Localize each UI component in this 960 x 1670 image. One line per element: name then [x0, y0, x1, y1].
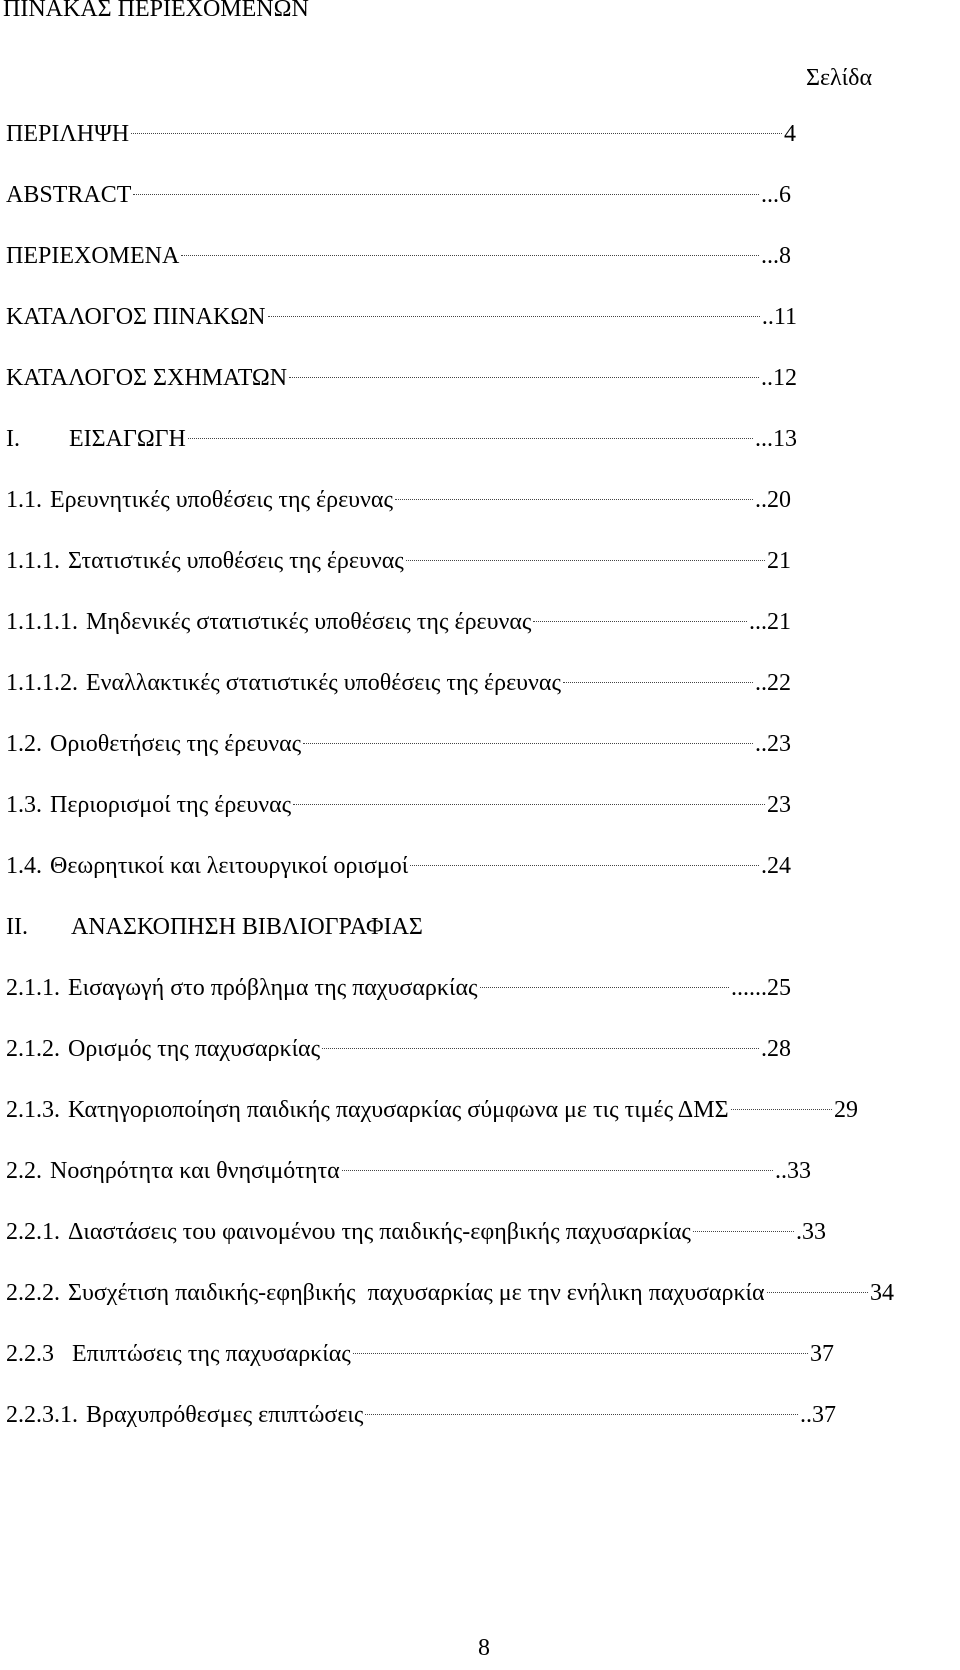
toc-entry-page: 21: [767, 548, 791, 574]
toc-entry-1-3[interactable]: [6, 789, 791, 821]
toc-entry-list-of-figures[interactable]: [6, 362, 797, 394]
toc-entry-literature-review[interactable]: [6, 911, 423, 943]
toc-entry-page: ..22: [755, 670, 791, 696]
toc-entry-1-1-1-1[interactable]: [6, 606, 791, 638]
toc-entry-number: 2.2.2.: [6, 1280, 60, 1306]
toc-entry-number: II.: [6, 914, 28, 940]
toc-entry-label: Κατηγοριοποίηση παιδικής παχυσαρκίας σύμφωνα με τις τιμές ΔΜΣ: [68, 1097, 729, 1123]
toc-entry-page: ......25: [731, 975, 791, 1001]
toc-entry-page: ..23: [755, 731, 791, 757]
toc-entry-page: ..20: [755, 487, 791, 513]
toc-entry-1-1-1[interactable]: [6, 545, 791, 577]
toc-entry-2-1-2[interactable]: [6, 1033, 791, 1065]
toc-entry-number: 2.2.3: [6, 1341, 54, 1367]
toc-entry-label: Εισαγωγή στο πρόβλημα της παχυσαρκίας: [68, 975, 478, 1001]
toc-entry-number: 1.1.: [6, 487, 42, 513]
toc-entry-label: Στατιστικές υποθέσεις της έρευνας: [68, 548, 404, 574]
toc-leader: [395, 484, 753, 516]
toc-leader: [353, 1338, 808, 1370]
toc-entry-label: Εναλλακτικές στατιστικές υποθέσεις της έρευνας: [86, 670, 561, 696]
toc-entry-label: Επιπτώσεις της παχυσαρκίας: [72, 1341, 351, 1367]
toc-entry-number: 2.2.3.1.: [6, 1402, 78, 1428]
toc-entry-introduction[interactable]: [6, 423, 797, 455]
toc-entry-page: ...21: [749, 609, 791, 635]
toc-entry-2-2[interactable]: [6, 1155, 811, 1187]
toc-entry-list-of-tables[interactable]: [6, 301, 797, 333]
toc-entry-label: Νοσηρότητα και θνησιμότητα: [50, 1158, 340, 1184]
toc-entry-label: Μηδενικές στατιστικές υποθέσεις της έρευνας: [86, 609, 532, 635]
toc-entry-2-1-1[interactable]: [6, 972, 791, 1004]
toc-entry-number: 1.4.: [6, 853, 42, 879]
toc-entry-page: ...13: [755, 426, 797, 452]
toc-leader: [480, 972, 729, 1004]
toc-leader: [268, 301, 760, 333]
toc-entry-label: ΚΑΤΑΛΟΓΟΣ ΣΧΗΜΑΤΩΝ: [6, 365, 288, 391]
toc-entry-page: .28: [761, 1036, 791, 1062]
toc-entry-number: 1.2.: [6, 731, 42, 757]
toc-entry-abstract-greek[interactable]: [6, 118, 796, 150]
toc-leader: [133, 179, 759, 211]
toc-entry-label: ΚΑΤΑΛΟΓΟΣ ΠΙΝΑΚΩΝ: [6, 304, 266, 330]
toc-entry-number: I.: [6, 426, 20, 452]
toc-leader: [767, 1277, 868, 1309]
toc-entry-label: Συσχέτιση παιδικής-εφηβικής παχυσαρκίας με την ενήλικη παχυσαρκία: [68, 1280, 765, 1306]
toc-leader: [406, 545, 765, 577]
toc-leader: [303, 728, 753, 760]
toc-entry-1-4[interactable]: [6, 850, 791, 882]
toc-entry-abstract[interactable]: [6, 179, 791, 211]
toc-entry-page: 34: [870, 1280, 894, 1306]
toc-entry-label: Βραχυπρόθεσμες επιπτώσεις: [86, 1402, 364, 1428]
toc-leader: [322, 1033, 759, 1065]
toc-leader: [289, 362, 759, 394]
toc-entry-2-1-3[interactable]: [6, 1094, 858, 1126]
toc-leader: [131, 118, 782, 150]
toc-entry-page: ..37: [800, 1402, 836, 1428]
toc-entry-page: ...6: [761, 182, 791, 208]
toc-entry-page: ..12: [761, 365, 797, 391]
toc-entry-1-1[interactable]: [6, 484, 791, 516]
toc-entry-label: ΠΕΡΙΛΗΨΗ: [6, 121, 130, 147]
toc-entry-number: 2.2.: [6, 1158, 42, 1184]
toc-entry-page: .33: [796, 1219, 826, 1245]
toc-entry-2-2-1[interactable]: [6, 1216, 826, 1248]
toc-entry-label: Διαστάσεις του φαινομένου της παιδικής-εφηβικής παχυσαρκίας: [68, 1219, 691, 1245]
toc-entry-number: 2.1.3.: [6, 1097, 60, 1123]
toc-leader: [563, 667, 753, 699]
toc-entry-label: Θεωρητικοί και λειτουργικοί ορισμοί: [50, 853, 409, 879]
toc-entry-page: 4: [784, 121, 796, 147]
toc-entry-label: ABSTRACT: [6, 182, 132, 208]
toc-entry-page: ...8: [761, 243, 791, 269]
toc-leader: [365, 1399, 798, 1431]
toc-entry-number: 2.2.1.: [6, 1219, 60, 1245]
toc-entry-number: 2.1.2.: [6, 1036, 60, 1062]
toc-leader: [533, 606, 747, 638]
toc-entry-number: 1.3.: [6, 792, 42, 818]
toc-entry-label: ΠΕΡΙΕΧΟΜΕΝΑ: [6, 243, 180, 269]
toc-entry-1-2[interactable]: [6, 728, 791, 760]
toc-entry-page: 29: [834, 1097, 858, 1123]
toc-entry-page: ..11: [761, 304, 797, 330]
toc-entry-page: 37: [810, 1341, 834, 1367]
toc-leader: [731, 1094, 832, 1126]
page-number: 8: [478, 1635, 490, 1661]
toc-leader: [342, 1155, 773, 1187]
toc-entry-label: Ορισμός της παχυσαρκίας: [68, 1036, 321, 1062]
toc-entry-contents[interactable]: [6, 240, 791, 272]
toc-entry-label: ΕΙΣΑΓΩΓΗ: [69, 426, 186, 452]
toc-entry-number: 1.1.1.2.: [6, 670, 78, 696]
toc-entry-label: Ερευνητικές υποθέσεις της έρευνας: [50, 487, 393, 513]
toc-entry-label: Περιορισμοί της έρευνας: [50, 792, 292, 818]
toc-entry-label: Οριοθετήσεις της έρευνας: [50, 731, 302, 757]
toc-entry-page: ..33: [775, 1158, 811, 1184]
toc-entry-number: 1.1.1.: [6, 548, 60, 574]
toc-leader: [188, 423, 753, 455]
toc-entry-2-2-2[interactable]: [6, 1277, 894, 1309]
toc-entry-2-2-3[interactable]: [6, 1338, 834, 1370]
toc-entry-label: ΑΝΑΣΚΟΠΗΣΗ ΒΙΒΛΙΟΓΡΑΦΙΑΣ: [70, 914, 423, 940]
toc-entry-number: 1.1.1.1.: [6, 609, 78, 635]
toc-leader: [293, 789, 765, 821]
toc-leader: [410, 850, 759, 882]
toc-entry-2-2-3-1[interactable]: [6, 1399, 836, 1431]
toc-entry-number: 2.1.1.: [6, 975, 60, 1001]
toc-leader: [693, 1216, 794, 1248]
toc-entry-page: 23: [767, 792, 791, 818]
page-column-label: Σελίδα: [806, 65, 873, 91]
toc-leader: [181, 240, 759, 272]
toc-entry-1-1-1-2[interactable]: [6, 667, 791, 699]
toc-title: ΠΙΝΑΚΑΣ ΠΕΡΙΕΧΟΜΕΝΩΝ: [3, 0, 309, 22]
toc-entry-page: .24: [761, 853, 791, 879]
